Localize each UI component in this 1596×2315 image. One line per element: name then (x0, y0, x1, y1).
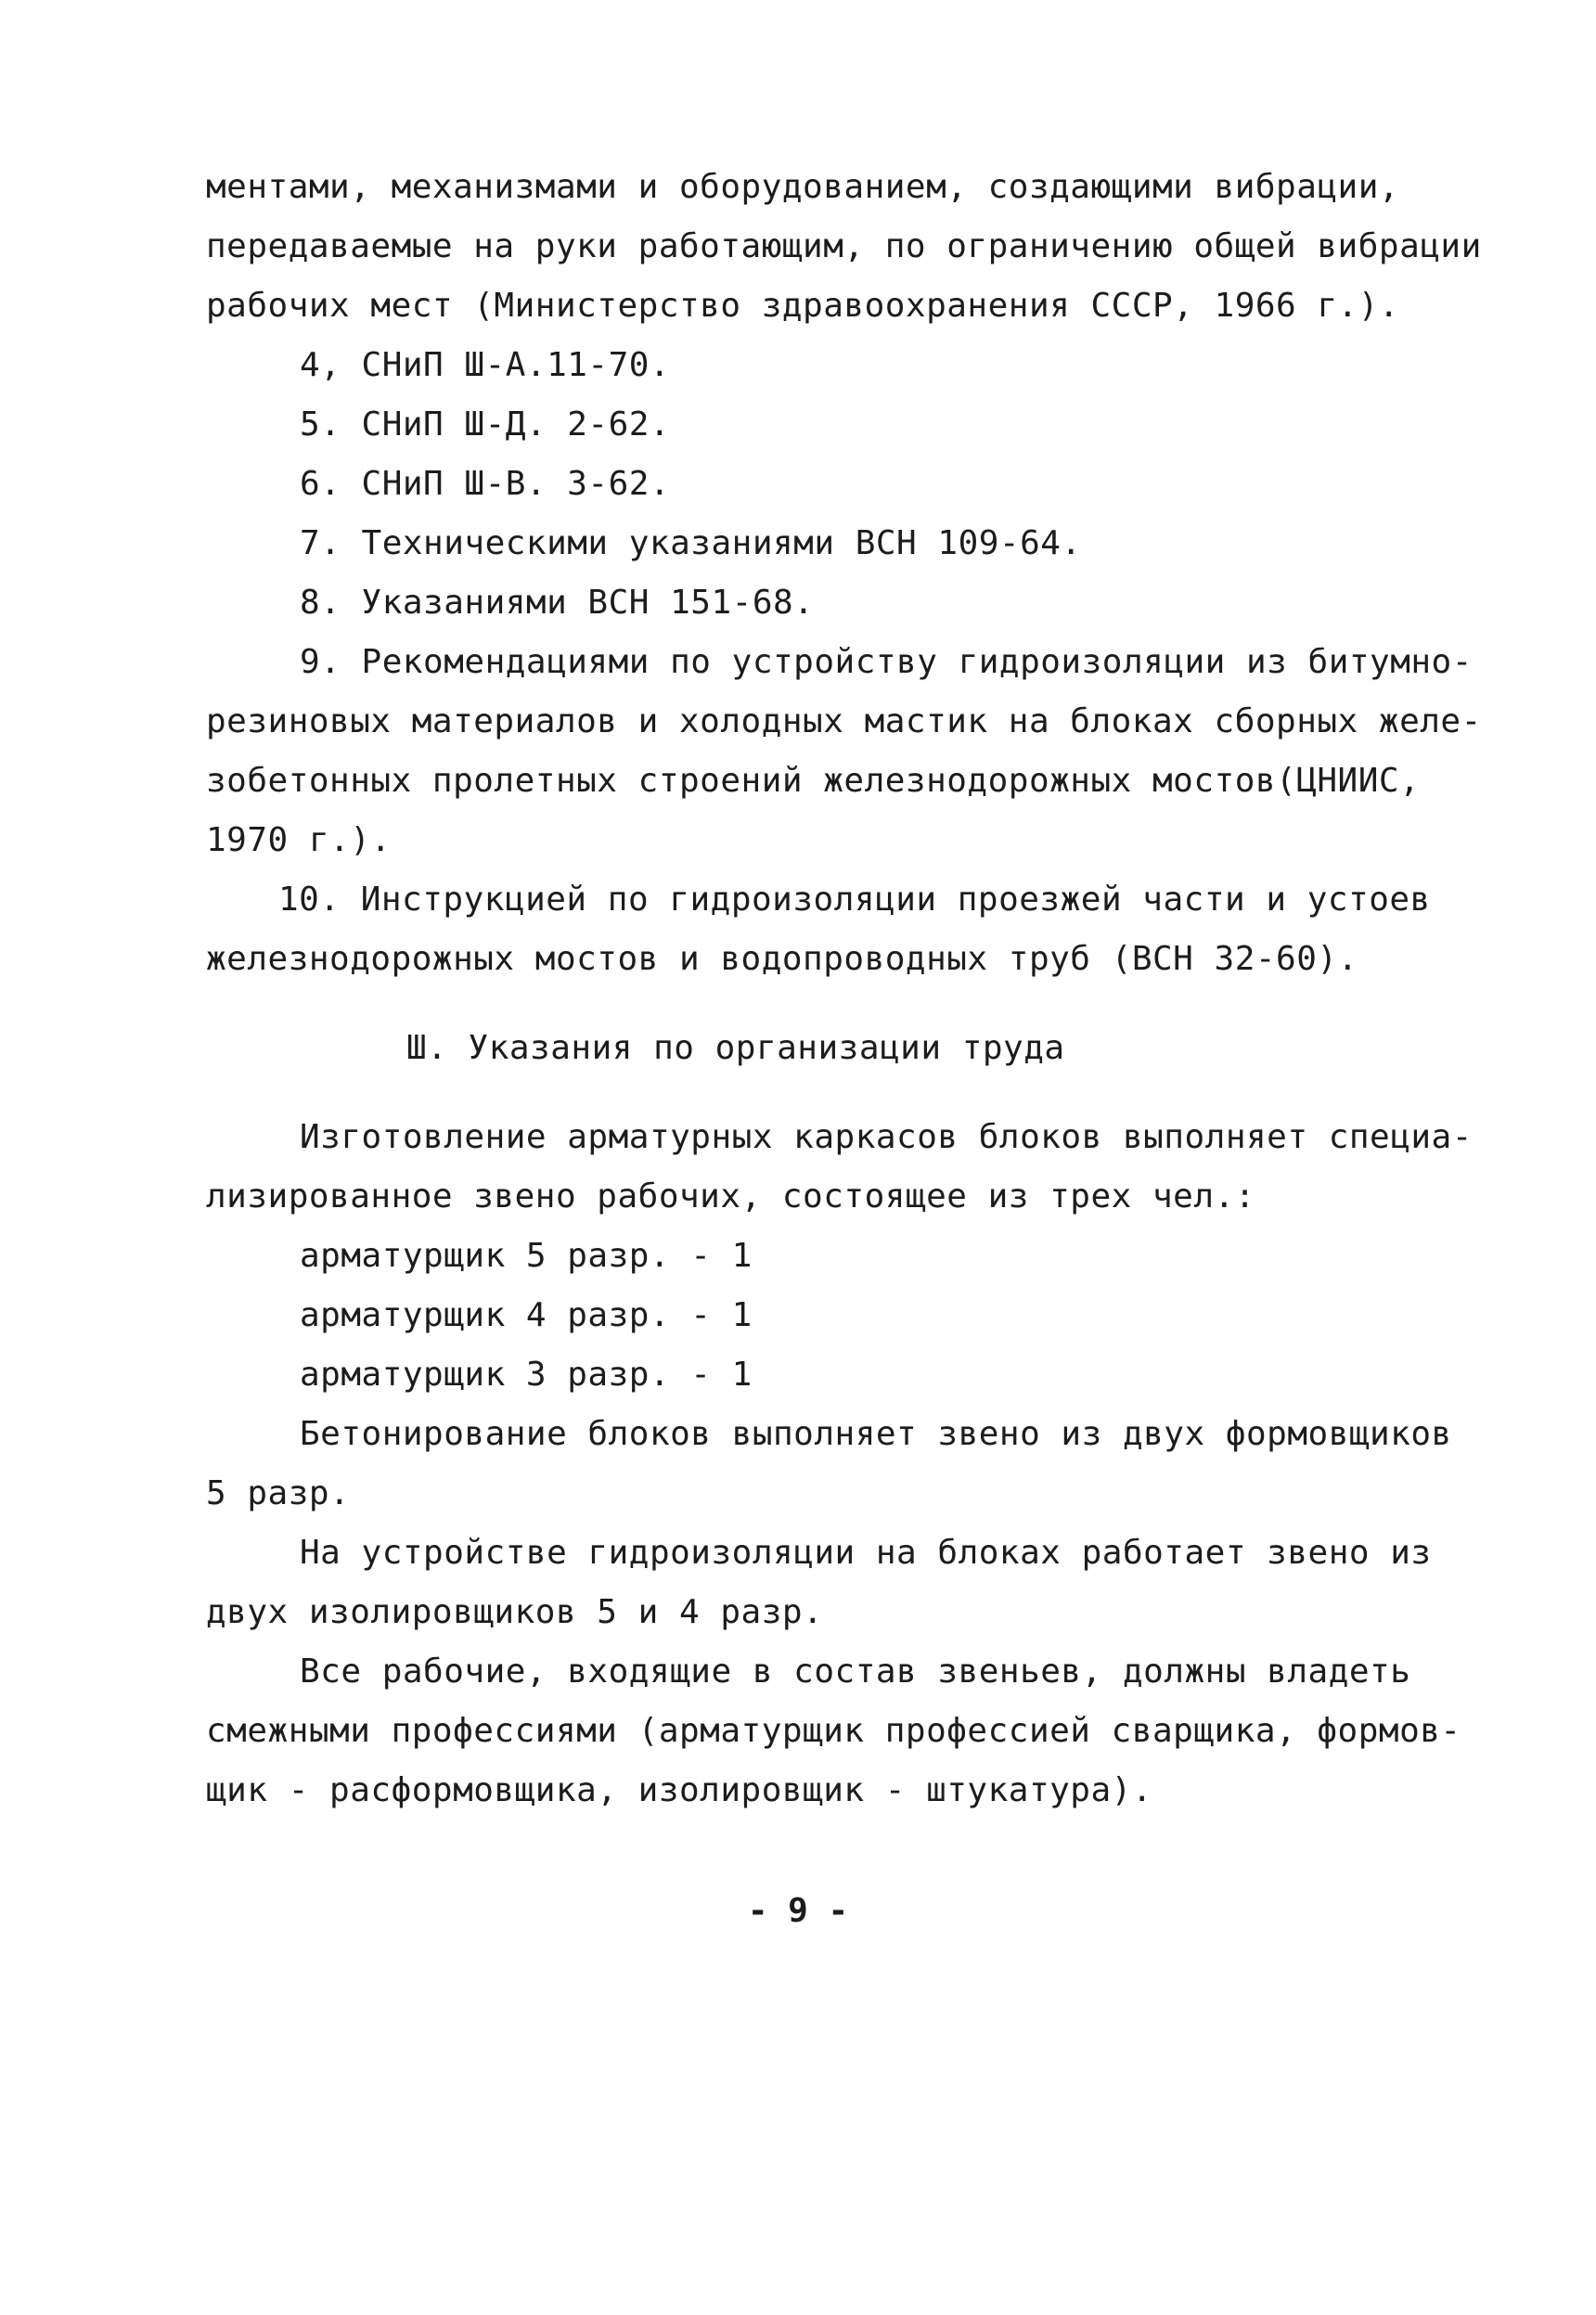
text-line: зобетонных пролетных строений железнодорожных мостов(ЦНИИС, (206, 762, 1421, 800)
paragraph-start: Изготовление арматурных каркасов блоков выполняет специа- (300, 1118, 1473, 1156)
text-line: 5 разр. (206, 1474, 351, 1512)
text-line: рабочих мест (Министерство здравоохранения СССР, 1966 г.). (206, 287, 1400, 325)
paragraph-start: На устройстве гидроизоляции на блоках работает звено из (300, 1534, 1432, 1572)
reference-item-10: 10. Инструкцией по гидроизоляции проезжей части и устоев (278, 881, 1431, 919)
section-heading: Ш. Указания по организации труда (406, 1029, 1065, 1067)
text-line: щик - расформовщика, изолировщик - штукатура). (206, 1771, 1152, 1809)
crew-member-line: арматурщик 5 разр. - 1 (300, 1237, 753, 1275)
text-line: резиновых материалов и холодных мастик на блоках сборных желе- (206, 702, 1482, 740)
text-line: смежными профессиями (арматурщик профессией сварщика, формов- (206, 1712, 1461, 1750)
crew-member-line: арматурщик 4 разр. - 1 (300, 1296, 753, 1334)
reference-item-7: 7. Техническими указаниями ВСН 109-64. (300, 524, 1082, 562)
paragraph-start: Все рабочие, входящие в состав звеньев, должны владеть (300, 1653, 1411, 1691)
crew-member-line: арматурщик 3 разр. - 1 (300, 1356, 753, 1394)
text-line: ментами, механизмами и оборудованием, создающими вибрации, (206, 168, 1400, 206)
reference-item-8: 8. Указаниями ВСН 151-68. (300, 584, 815, 622)
reference-item-6: 6. СНиП Ш-В. 3-62. (300, 465, 671, 503)
text-line: передаваемые на руки работающим, по ограничению общей вибрации (206, 227, 1482, 265)
text-line: двух изолировщиков 5 и 4 разр. (206, 1593, 824, 1631)
reference-item-4: 4, СНиП Ш-А.11-70. (300, 346, 671, 384)
reference-item-5: 5. СНиП Ш-Д. 2-62. (300, 405, 671, 444)
text-line: 1970 г.). (206, 821, 392, 859)
reference-item-9: 9. Рекомендациями по устройству гидроизоляции из битумно- (300, 643, 1473, 681)
paragraph-start: Бетонирование блоков выполняет звено из двух формовщиков (300, 1415, 1452, 1453)
page-number: - 9 - (747, 1892, 849, 1930)
text-line: железнодорожных мостов и водопроводных труб (ВСН 32-60). (206, 940, 1358, 978)
text-line: лизированное звено рабочих, состоящее из трех чел.: (206, 1177, 1255, 1215)
